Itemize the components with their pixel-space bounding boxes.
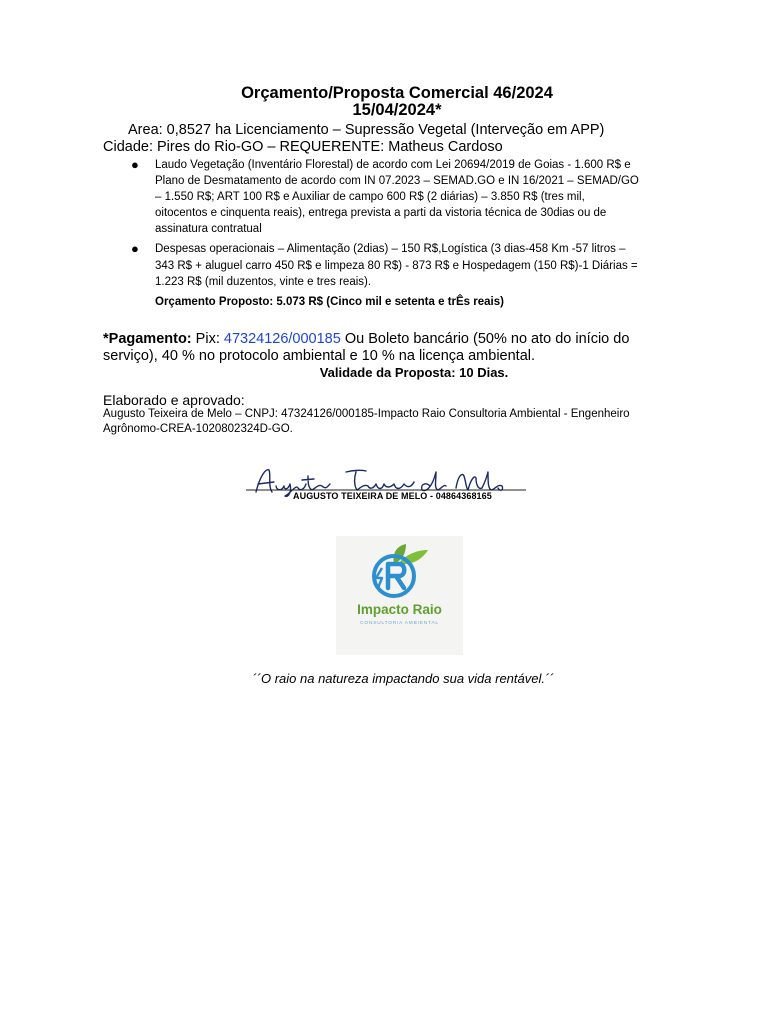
approved-by-label: Elaborado e aprovado: (103, 392, 245, 408)
company-logo (336, 536, 463, 655)
handwritten-signature (244, 462, 528, 510)
logo-subtitle: CONSULTORIA AMBIENTAL (360, 621, 439, 626)
city-requester-line: Cidade: Pires do Rio-GO – REQUERENTE: Matheus Cardoso (103, 139, 503, 155)
budget-total: Orçamento Proposto: 5.073 R$ (Cinco mil e setenta e trÊs reais) (155, 296, 504, 308)
signature-name: AUGUSTO TEIXEIRA DE MELO - 04864368165 (293, 491, 492, 501)
services-list (130, 157, 640, 294)
logo-emblem-icon (336, 536, 463, 655)
logo-name: Impacto Raio (357, 602, 442, 617)
validity-line: Validade da Proposta: 10 Dias. (319, 365, 509, 380)
author-credentials: Augusto Teixeira de Melo – CNPJ: 47324126/000185-Impacto Raio Consultoria Ambiental - Engenheiro Agrônomo-CREA-1020802324D-GO. (103, 408, 630, 435)
document-date: 15/04/2024* (352, 101, 442, 119)
pix-prefix: Pix: (195, 331, 220, 347)
list-item (130, 241, 640, 289)
bullet-icon: ● (131, 157, 139, 172)
list-item (130, 157, 640, 237)
list-item-text: Laudo Vegetação (Inventário Florestal) de acordo com Lei 20694/2019 de Goias - 1.600 R$ e Plano de Desmatamento de acordo com IN 07.2023 – SEMAD.GO e IN 16/2021 – SEMAD/GO – 1.550 R$; ART 100 R$ e Auxiliar de campo 600 R$ (2 diárias) – 3.850 R$ (tres mil, oitocentos e cinquenta reais), entrega prevista a parti da vistoria técnica de 30dias ou de assinatura contratual (155, 159, 639, 236)
document-title: Orçamento/Proposta Comercial 46/2024 (241, 84, 553, 102)
bullet-icon: ● (131, 241, 139, 257)
area-line: Area: 0,8527 ha Licenciamento – Supressão Vegetal (Interveção em APP) (128, 122, 605, 138)
payment-terms (103, 331, 663, 365)
pix-key-link[interactable]: 47324126/000185 (223, 331, 341, 347)
list-item-text: Despesas operacionais – Alimentação (2dias) – 150 R$,Logística (3 dias-458 Km -57 litros – 343 R$ + aluguel carro 450 R$ e limpeza 80 R$) - 873 R$ e Hospedagem (150 R$)-1 Diárias = 1.223 R$ (mil duzentos, vinte e tres reais). (155, 243, 638, 288)
tagline: ´´O raio na natureza impactando sua vida rentável.´´ (252, 671, 554, 686)
payment-text: Ou Boleto bancário (50% no ato do início do serviço), 40 % no protocolo ambiental e 10 % na licença ambiental. (103, 331, 630, 364)
payment-label: *Pagamento: (103, 331, 192, 347)
